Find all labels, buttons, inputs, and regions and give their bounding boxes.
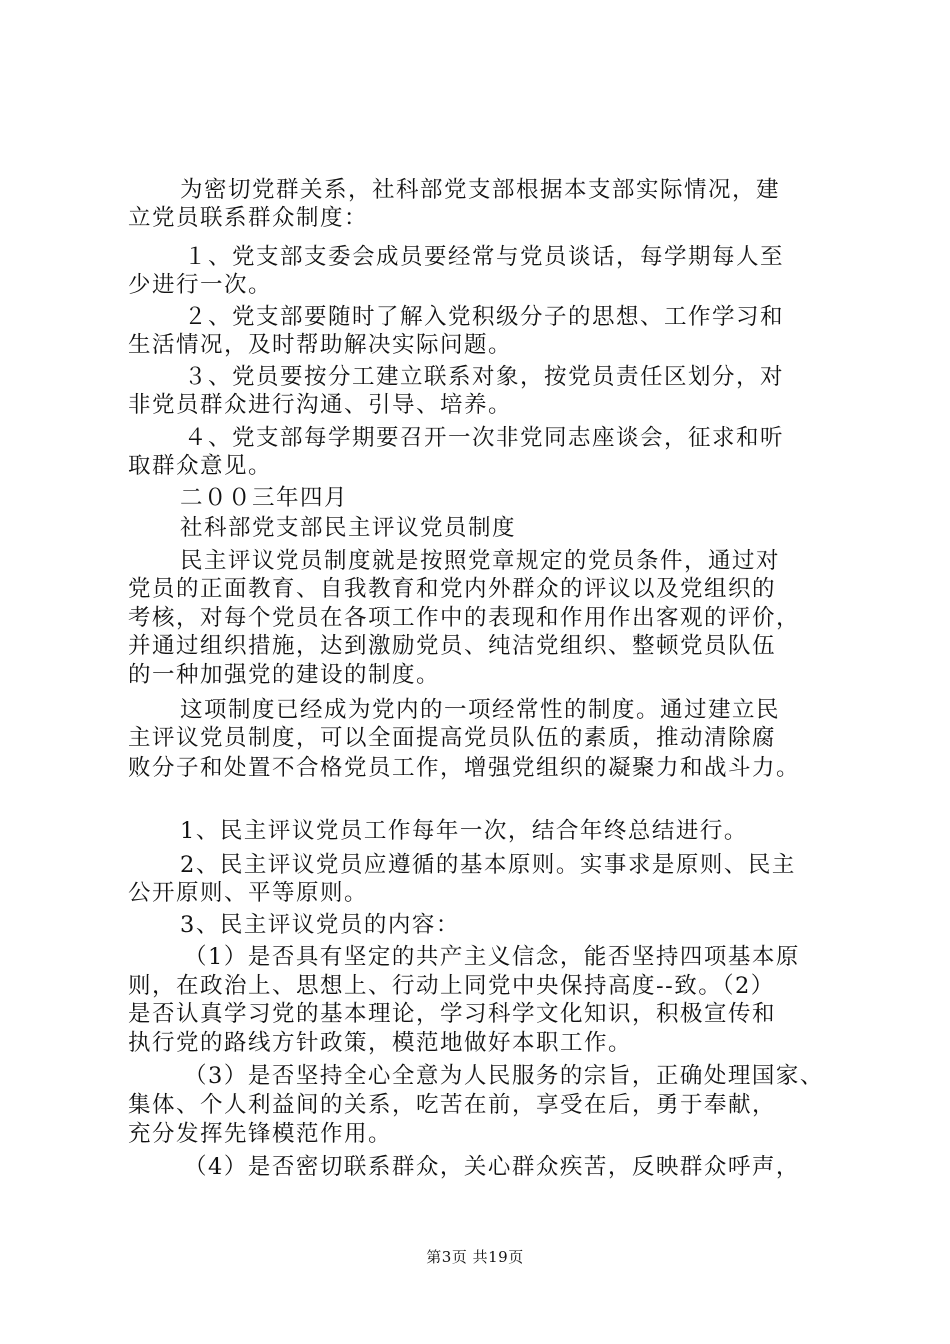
text-line: 非党员群众进行沟通、引导、培养。 bbox=[128, 392, 513, 418]
text-line: 2、民主评议党员应遵循的基本原则。实事求是原则、民主 bbox=[180, 852, 796, 878]
text-line: （4）是否密切联系群众，关心群众疾苦，反映群众呼声， bbox=[184, 1154, 800, 1180]
text-line: 的一种加强党的建设的制度。 bbox=[128, 662, 441, 688]
text-line: 充分发挥先锋模范作用。 bbox=[128, 1121, 393, 1147]
text-line: ４、党支部每学期要召开一次非党同志座谈会，征求和听 bbox=[184, 425, 785, 451]
text-line: 主评议党员制度，可以全面提高党员队伍的素质，推动清除腐 bbox=[128, 725, 777, 751]
text-line: 执行党的路线方针政策，模范地做好本职工作。 bbox=[128, 1030, 633, 1056]
text-line: 集体、个人利益间的关系，吃苦在前，享受在后，勇于奉献， bbox=[128, 1092, 777, 1118]
text-line: 1、民主评议党员工作每年一次，结合年终总结进行。 bbox=[180, 818, 748, 844]
text-line: 为密切党群关系，社科部党支部根据本支部实际情况，建 bbox=[180, 177, 781, 203]
text-line: 党员的正面教育、自我教育和党内外群众的评议以及党组织的 bbox=[128, 576, 777, 602]
text-line: 少进行一次。 bbox=[128, 272, 273, 298]
section-title: 社科部党支部民主评议党员制度 bbox=[180, 515, 517, 541]
date-line: 二００三年四月 bbox=[180, 485, 349, 511]
text-line: 生活情况，及时帮助解决实际问题。 bbox=[128, 332, 513, 358]
text-line: 公开原则、平等原则。 bbox=[128, 880, 369, 906]
text-line: 民主评议党员制度就是按照党章规定的党员条件，通过对 bbox=[180, 548, 781, 574]
text-line: 这项制度已经成为党内的一项经常性的制度。通过建立民 bbox=[180, 697, 781, 723]
text-line: ３、党员要按分工建立联系对象，按党员责任区划分，对 bbox=[184, 364, 785, 390]
text-line: 考核，对每个党员在各项工作中的表现和作用作出客观的评价， bbox=[128, 605, 801, 631]
text-line: １、党支部支委会成员要经常与党员谈话，每学期每人至 bbox=[184, 244, 785, 270]
text-line: 取群众意见。 bbox=[128, 453, 273, 479]
text-line: 立党员联系群众制度： bbox=[128, 205, 369, 231]
text-line: ２、党支部要随时了解入党积级分子的思想、工作学习和 bbox=[184, 304, 785, 330]
text-line: 是否认真学习党的基本理论，学习科学文化知识，积极宣传和 bbox=[128, 1001, 777, 1027]
text-line: 3、民主评议党员的内容： bbox=[180, 912, 460, 938]
page-number: 第3页 共19页 bbox=[426, 1248, 524, 1266]
text-line: 败分子和处置不合格党员工作，增强党组织的凝聚力和战斗力。 bbox=[128, 755, 801, 781]
text-line: 并通过组织措施，达到激励党员、纯洁党组织、整顿党员队伍 bbox=[128, 633, 777, 659]
text-line: （3）是否坚持全心全意为人民服务的宗旨，正确处理国家、 bbox=[184, 1063, 824, 1089]
text-line: 则，在政治上、思想上、行动上同党中央保持高度--致。（2） bbox=[128, 973, 775, 999]
text-line: （1）是否具有坚定的共产主义信念，能否坚持四项基本原 bbox=[184, 944, 800, 970]
